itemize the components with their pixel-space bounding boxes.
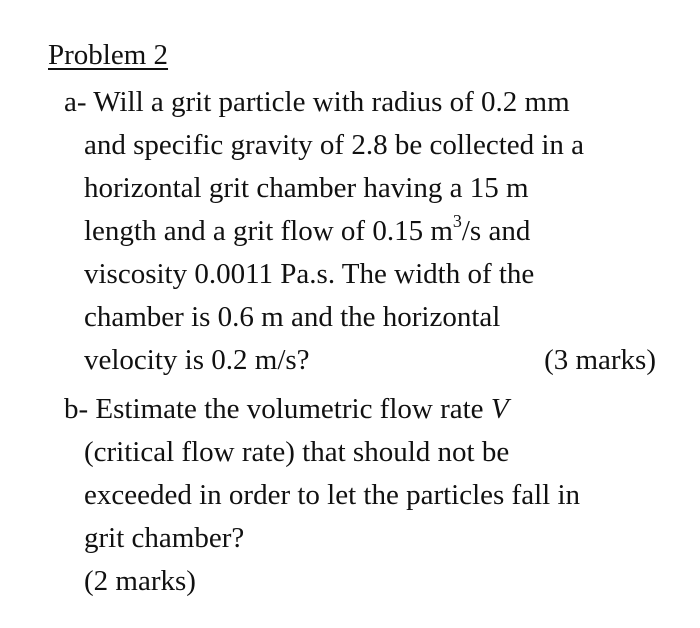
part-a-line-5: viscosity 0.0011 Pa.s. The width of the (84, 258, 535, 290)
part-a-line-3: horizontal grit chamber having a 15 m (84, 172, 529, 204)
flow-rate-symbol: V (490, 393, 509, 425)
part-a-line-2: and specific gravity of 2.8 be collected in a (84, 129, 585, 161)
part-a-line-4-prefix: length and a grit flow of 0.15 m (84, 215, 453, 247)
part-a-line-6: chamber is 0.6 m and the horizontal (84, 301, 501, 333)
part-b-line-4: grit chamber? (84, 522, 245, 554)
part-b-line-1 (64, 392, 509, 426)
cubic-superscript: 3 (452, 211, 462, 232)
part-a-line-1: a- Will a grit particle with radius of 0.2 mm (64, 86, 570, 118)
part-b-line-2: (critical flow rate) that should not be (84, 436, 510, 468)
part-a-line-4 (84, 211, 531, 248)
problem-title: Problem 2 (48, 39, 169, 71)
part-a-marks: (3 marks) (544, 344, 656, 376)
part-b-marks: (2 marks) (84, 565, 196, 597)
part-a-line-4-suffix: /s and (461, 215, 531, 247)
part-b-line-3: exceeded in order to let the particles fall in (84, 479, 581, 511)
part-b-line-1-prefix: b- Estimate the volumetric flow rate (64, 393, 484, 425)
part-a-line-7: velocity is 0.2 m/s? (84, 344, 310, 376)
